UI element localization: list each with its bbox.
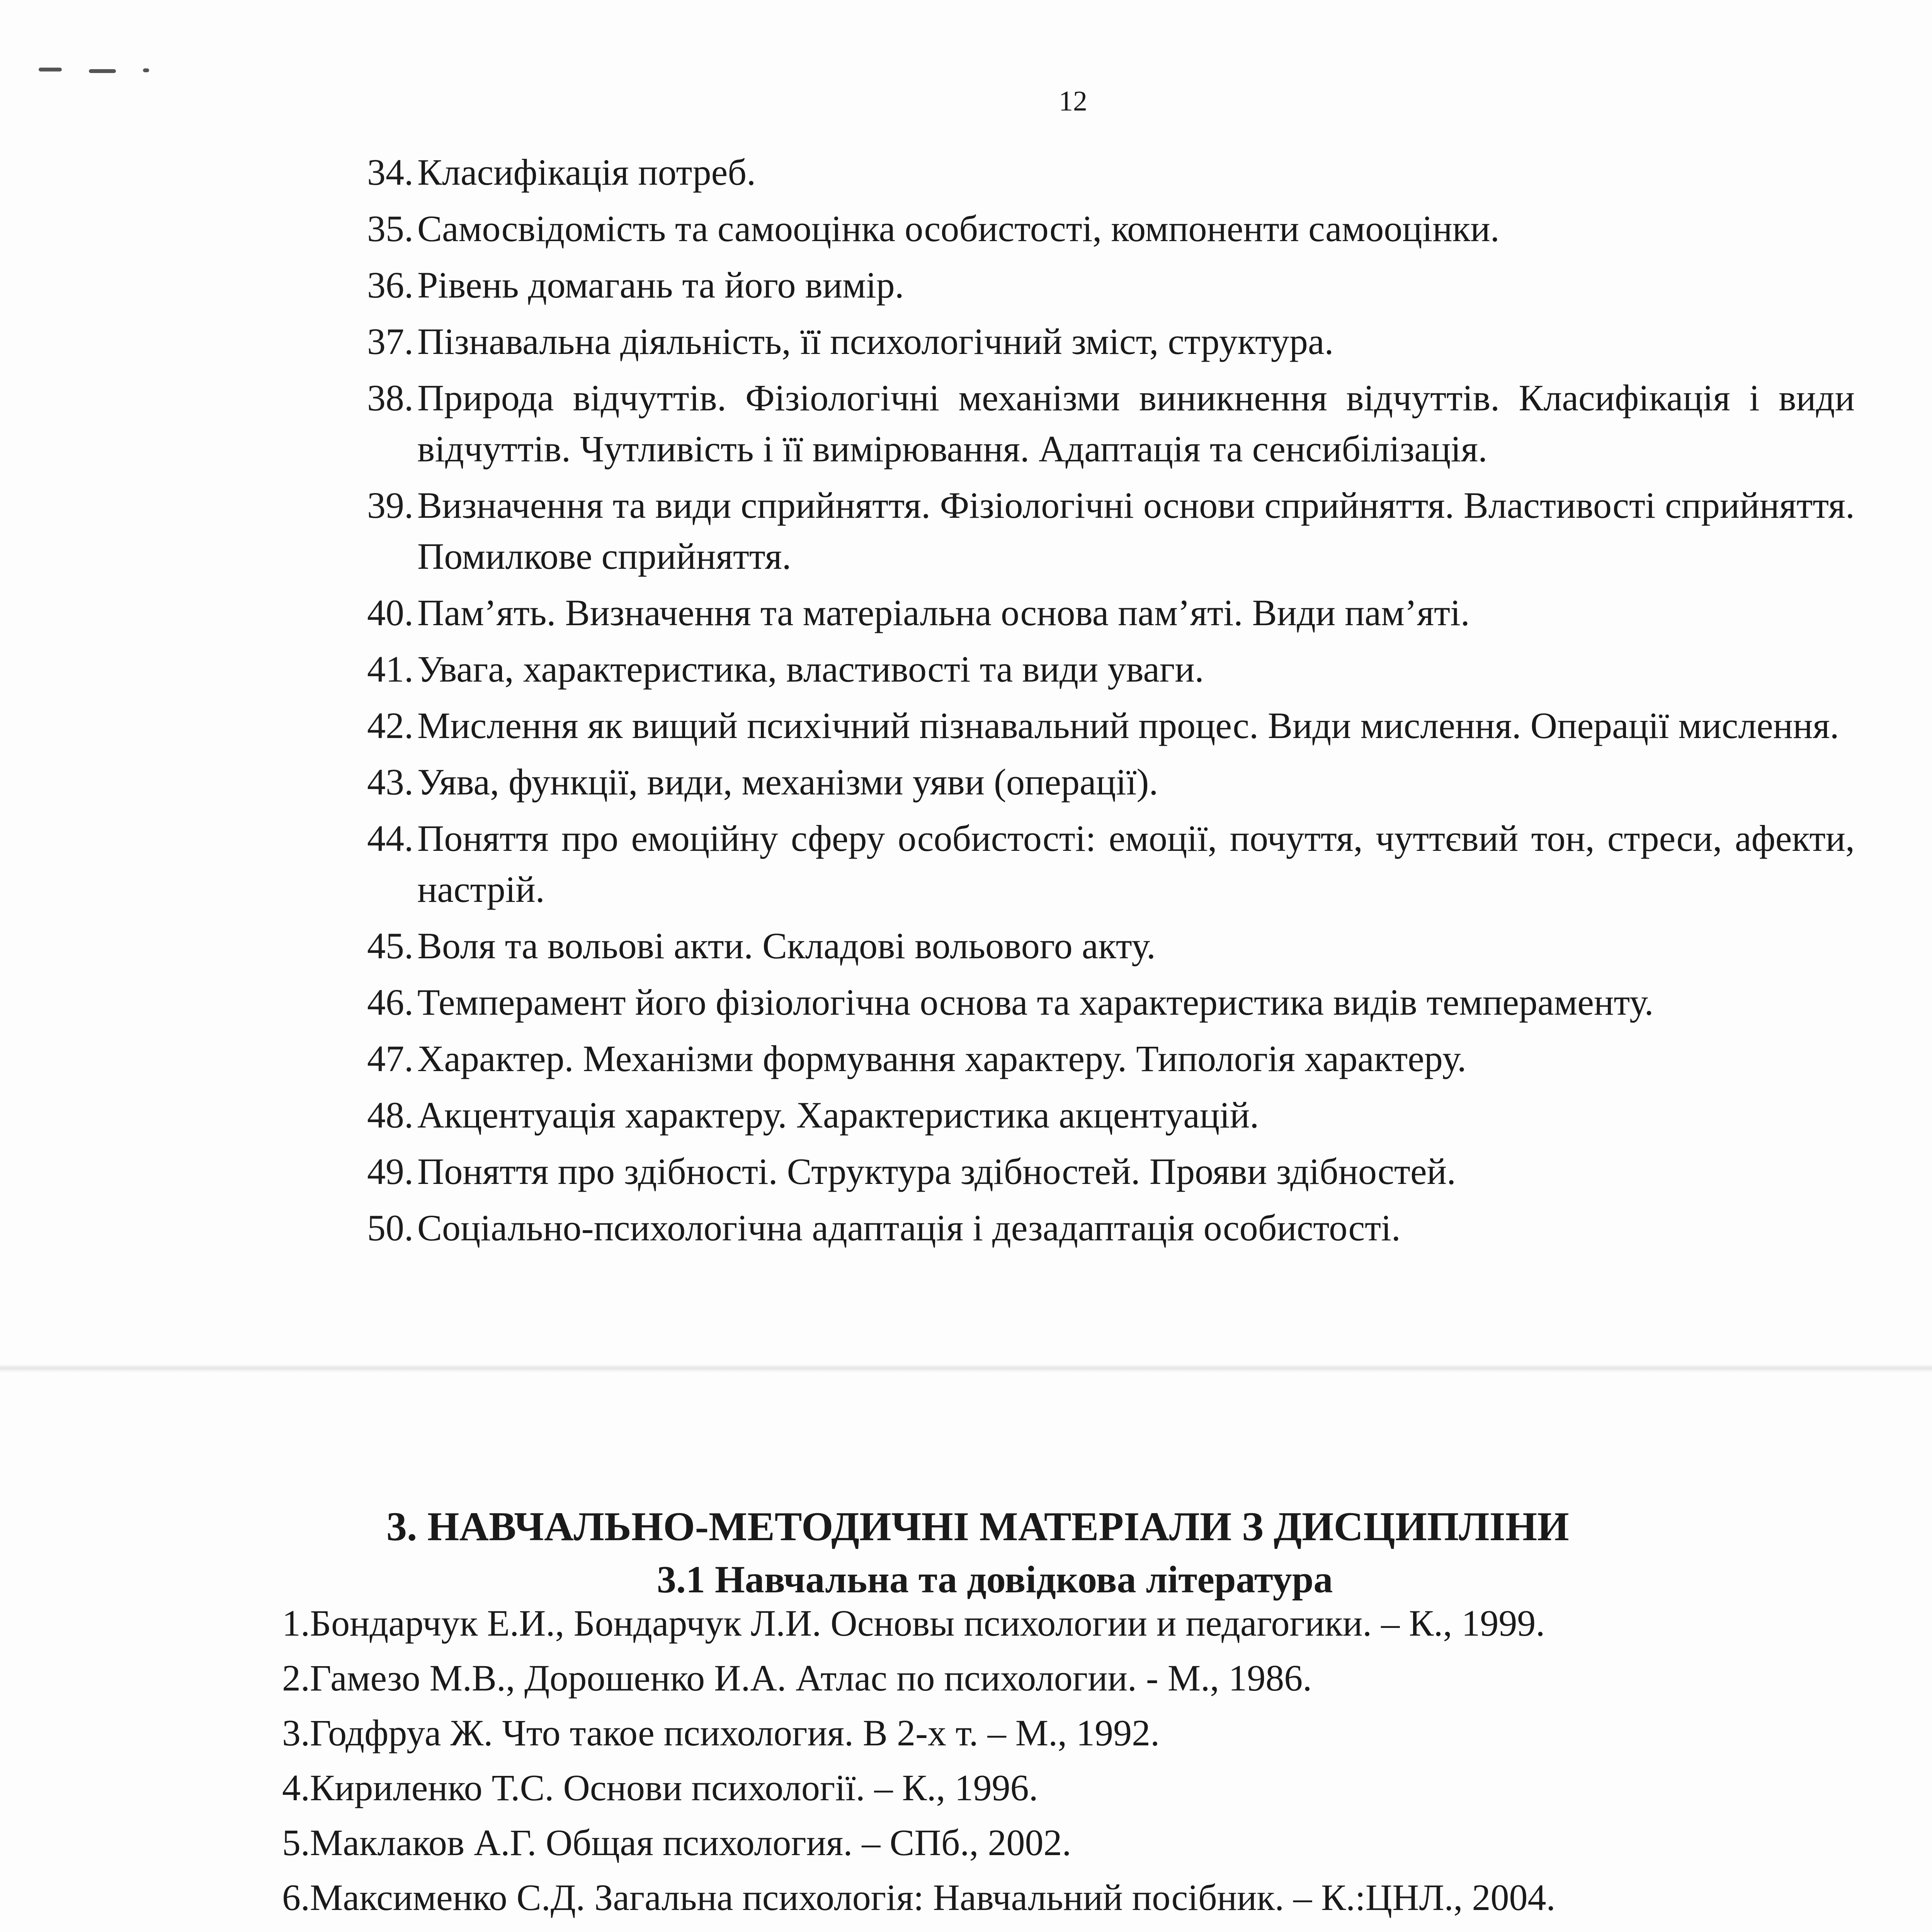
- list-item: [367, 372, 1855, 474]
- item-text: Пам’ять. Визначення та матеріальна основа пам’яті. Види пам’яті.: [417, 592, 1470, 633]
- item-number: 34.: [367, 151, 413, 193]
- item-number: 41.: [367, 648, 413, 690]
- reference-item: 6.Максименко С.Д. Загальна психологія: Навчальний посібник. – К.:ЦНЛ., 2004.: [282, 1877, 1556, 1918]
- section-heading: 3. НАВЧАЛЬНО-МЕТОДИЧНІ МАТЕРІАЛИ З ДИСЦИПЛІНИ: [386, 1504, 1569, 1549]
- list-item: [367, 260, 1855, 311]
- list-item: [367, 147, 1855, 198]
- list-item: [367, 1146, 1855, 1197]
- list-item: [367, 644, 1855, 695]
- item-number: 46.: [367, 981, 413, 1023]
- list-item: [367, 587, 1855, 638]
- item-number: 37.: [367, 321, 413, 362]
- item-number: 36.: [367, 264, 413, 306]
- reference-item: 3.Годфруа Ж. Что такое психология. В 2-х т. – М., 1992.: [282, 1712, 1160, 1753]
- reference-item: 1.Бондарчук Е.И., Бондарчук Л.И. Основы психологии и педагогики. – К., 1999.: [282, 1602, 1545, 1644]
- item-text: Поняття про здібності. Структура здібностей. Прояви здібностей.: [417, 1151, 1456, 1192]
- item-number: 42.: [367, 705, 413, 746]
- list-item: [367, 1202, 1855, 1253]
- paper-fold-line: [0, 1364, 1932, 1373]
- item-text: Класифікація потреб.: [417, 151, 756, 193]
- list-item: [367, 977, 1855, 1028]
- references-list: [282, 1600, 1774, 1932]
- scan-mark-top: [39, 68, 155, 73]
- item-text: Увага, характеристика, властивості та види уваги.: [417, 648, 1204, 690]
- exam-topics-list: [367, 147, 1855, 1259]
- list-item: [367, 480, 1855, 582]
- item-text: Характер. Механізми формування характеру. Типологія характеру.: [417, 1038, 1466, 1079]
- list-item: [367, 757, 1855, 808]
- item-text: Воля та вольові акти. Складові вольового акту.: [417, 925, 1156, 966]
- reference-item: [282, 1929, 1774, 1932]
- item-number: 50.: [367, 1207, 413, 1248]
- list-item: [367, 813, 1855, 915]
- item-text: Акцентуація характеру. Характеристика акцентуацій.: [417, 1094, 1259, 1136]
- item-number: 43.: [367, 761, 413, 803]
- item-number: 39.: [367, 485, 413, 526]
- list-item: [367, 700, 1855, 751]
- item-text: Соціально-психологічна адаптація і дезадаптація особистості.: [417, 1207, 1401, 1248]
- list-item: [367, 920, 1855, 971]
- list-item: [367, 203, 1855, 254]
- item-number: 49.: [367, 1151, 413, 1192]
- item-number: 35.: [367, 208, 413, 249]
- list-item: [367, 316, 1855, 367]
- item-text: Визначення та види сприйняття. Фізіологічні основи сприйняття. Властивості сприйняття. Помилкове сприйняття.: [417, 485, 1855, 577]
- item-number: 44.: [367, 818, 413, 859]
- item-text: Мислення як вищий психічний пізнавальний процес. Види мислення. Операції мислення.: [417, 705, 1839, 746]
- item-number: 47.: [367, 1038, 413, 1079]
- item-text: Поняття про емоційну сферу особистості: емоції, почуття, чуттєвий тон, стреси, афекти, настрій.: [417, 818, 1855, 910]
- reference-item: 2.Гамезо М.В., Дорошенко И.А. Атлас по психологии. - М., 1986.: [282, 1657, 1312, 1699]
- item-text: Пізнавальна діяльність, її психологічний зміст, структура.: [417, 321, 1334, 362]
- item-text: Рівень домагань та його вимір.: [417, 264, 904, 306]
- item-text: Природа відчуттів. Фізіологічні механізми виникнення відчуттів. Класифікація і види відчуттів. Чутливість і її вимірювання. Адаптація та сенсибілізація.: [417, 377, 1855, 469]
- page-number: 12: [1059, 85, 1087, 117]
- item-number: 40.: [367, 592, 413, 633]
- item-text: Самосвідомість та самооцінка особистості, компоненти самооцінки.: [417, 208, 1500, 249]
- item-text: Уява, функції, види, механізми уяви (операції).: [417, 761, 1158, 803]
- item-number: 45.: [367, 925, 413, 966]
- reference-item: 4.Кириленко Т.С. Основи психології. – К., 1996.: [282, 1767, 1038, 1808]
- section-subheading: 3.1 Навчальна та довідкова література: [657, 1558, 1333, 1601]
- reference-item: 5.Маклаков А.Г. Общая психология. – СПб., 2002.: [282, 1822, 1071, 1863]
- list-item: [367, 1033, 1855, 1084]
- list-item: [367, 1090, 1855, 1141]
- item-number: 48.: [367, 1094, 413, 1136]
- item-text: Темперамент його фізіологічна основа та характеристика видів темпераменту.: [417, 981, 1654, 1023]
- item-number: 38.: [367, 377, 413, 418]
